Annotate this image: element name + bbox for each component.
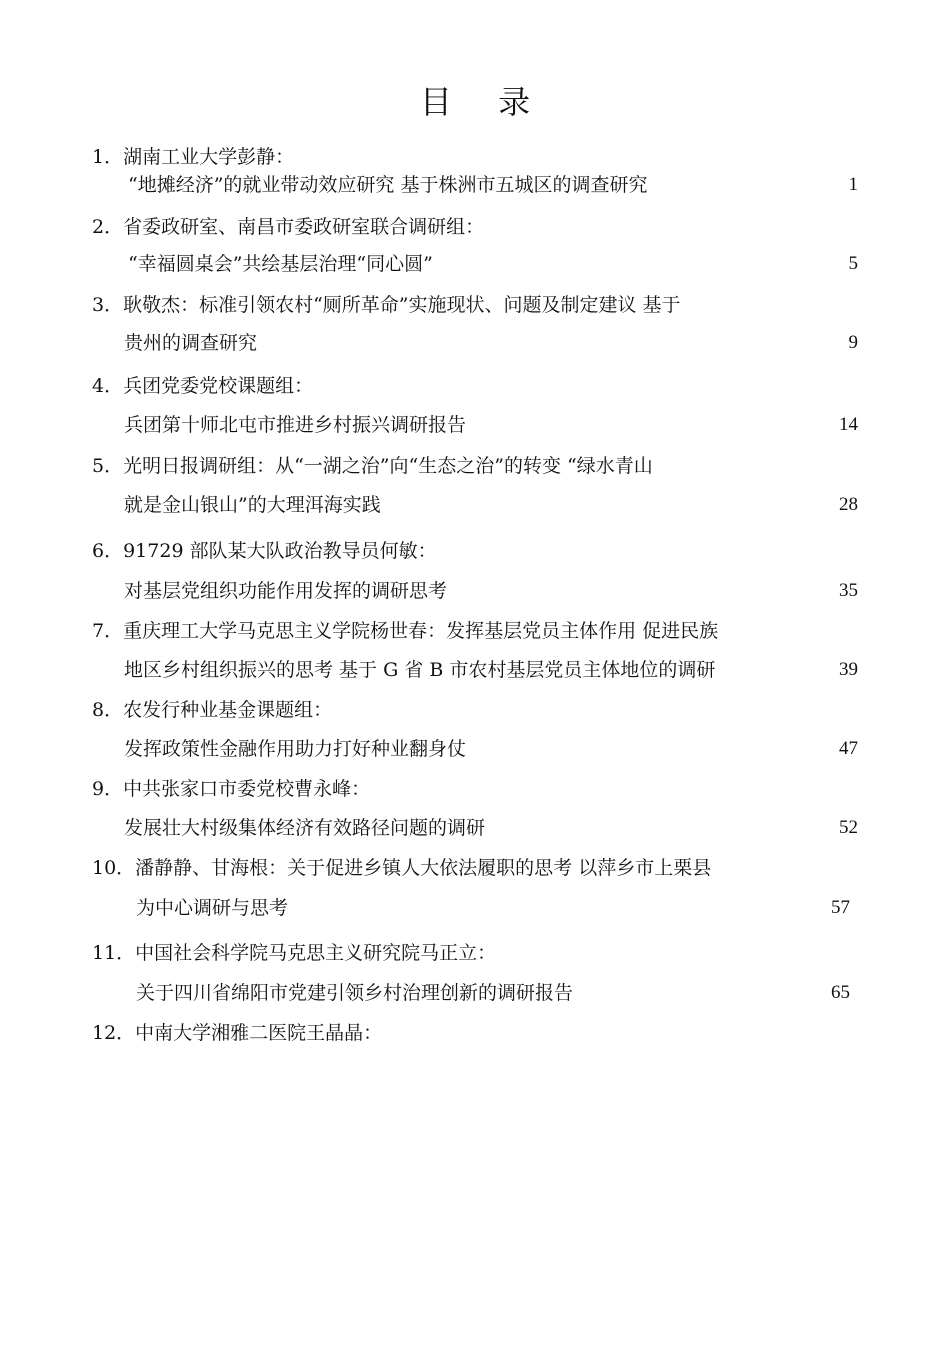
toc-entry-5-page[interactable]: 28 bbox=[839, 494, 858, 515]
toc-entry-4-page[interactable]: 14 bbox=[839, 414, 858, 435]
toc-entry-9-line-1[interactable]: 9．中共张家口市委党校曹永峰： bbox=[92, 778, 371, 800]
toc-entry-11-line-1[interactable]: 11．中国社会科学院马克思主义研究院马正立： bbox=[92, 942, 497, 964]
toc-entry-10-page[interactable]: 57 bbox=[831, 897, 850, 918]
toc-entry-12-line-1[interactable]: 12．中南大学湘雅二医院王晶晶： bbox=[92, 1022, 383, 1044]
toc-entry-6-line-2[interactable]: 对基层党组织功能作用发挥的调研思考 bbox=[124, 580, 448, 602]
toc-entry-3-line-1[interactable]: 3．耿敬杰：标准引领农村“厕所革命”实施现状、问题及制定建议 基于 bbox=[92, 294, 681, 316]
toc-entry-8-line-1[interactable]: 8．农发行种业基金课题组： bbox=[92, 699, 333, 721]
toc-entry-9-page[interactable]: 52 bbox=[839, 817, 858, 838]
toc-entry-11-page[interactable]: 65 bbox=[831, 982, 850, 1003]
toc-entry-2-page[interactable]: 5 bbox=[848, 253, 858, 274]
toc-entry-1-line-1[interactable]: 1．湖南工业大学彭静： bbox=[92, 146, 295, 168]
page-title: 目 录 bbox=[419, 83, 549, 121]
toc-entry-1-line-2[interactable]: “地摊经济”的就业带动效应研究 基于株洲市五城区的调查研究 bbox=[128, 174, 648, 196]
toc-entry-7-page[interactable]: 39 bbox=[839, 659, 858, 680]
toc-entry-7-line-2[interactable]: 地区乡村组织振兴的思考 基于 G 省 B 市农村基层党员主体地位的调研 bbox=[124, 659, 716, 681]
toc-entry-7-line-1[interactable]: 7．重庆理工大学马克思主义学院杨世春：发挥基层党员主体作用 促进民族 bbox=[92, 620, 719, 642]
toc-entry-9-line-2[interactable]: 发展壮大村级集体经济有效路径问题的调研 bbox=[124, 817, 486, 839]
toc-entry-2-line-1[interactable]: 2．省委政研室、南昌市委政研室联合调研组： bbox=[92, 216, 485, 238]
toc-entry-2-line-2[interactable]: “幸福圆桌会”共绘基层治理“同心圆” bbox=[128, 253, 433, 275]
toc-entry-8-line-2[interactable]: 发挥政策性金融作用助力打好种业翻身仗 bbox=[124, 738, 467, 760]
toc-entry-5-line-1[interactable]: 5．光明日报调研组：从“一湖之治”向“生态之治”的转变 “绿水青山 bbox=[92, 455, 653, 477]
toc-entry-10-line-2[interactable]: 为中心调研与思考 bbox=[136, 897, 289, 919]
toc-entry-3-page[interactable]: 9 bbox=[848, 332, 858, 353]
toc-entry-3-line-2[interactable]: 贵州的调查研究 bbox=[124, 332, 258, 354]
toc-entry-4-line-2[interactable]: 兵团第十师北屯市推进乡村振兴调研报告 bbox=[124, 414, 467, 436]
toc-entry-4-line-1[interactable]: 4．兵团党委党校课题组： bbox=[92, 375, 314, 397]
toc-entry-1-page[interactable]: 1 bbox=[848, 174, 858, 195]
toc-entry-6-line-1[interactable]: 6．91729 部队某大队政治教导员何敏： bbox=[92, 540, 437, 562]
toc-entry-11-line-2[interactable]: 关于四川省绵阳市党建引领乡村治理创新的调研报告 bbox=[136, 982, 574, 1004]
toc-entry-6-page[interactable]: 35 bbox=[839, 580, 858, 601]
toc-entry-5-line-2[interactable]: 就是金山银山”的大理洱海实践 bbox=[124, 494, 381, 516]
toc-entry-10-line-1[interactable]: 10．潘静静、甘海根：关于促进乡镇人大依法履职的思考 以萍乡市上栗县 bbox=[92, 857, 712, 879]
toc-entry-8-page[interactable]: 47 bbox=[839, 738, 858, 759]
